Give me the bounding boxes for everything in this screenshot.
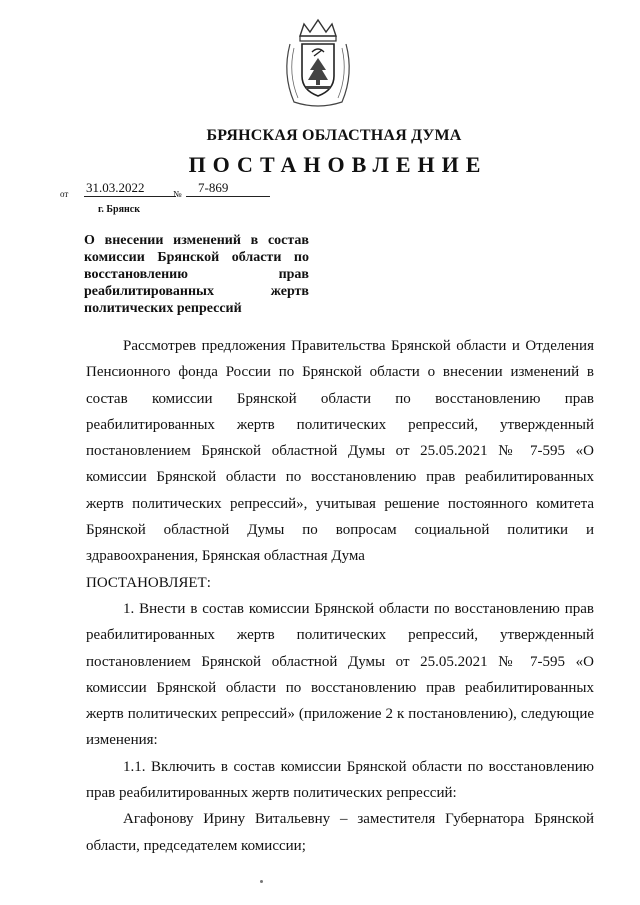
page-speck <box>260 880 263 883</box>
date-label: от <box>60 189 69 199</box>
number-label: № <box>173 189 182 199</box>
document-date: 31.03.2022 <box>84 180 176 197</box>
city: г. Брянск <box>98 204 140 215</box>
document-body <box>86 333 594 859</box>
preamble-paragraph: Рассмотрев предложения Правительства Брянской области и Отделения Пенсионного фонда России по Брянской области о внесении изменений в состав комиссии Брянской области по восстановлению прав реабилитированных жертв политических репрессий, утвержденный постановлением Брянской областной Думы от 25.05.2021 № 7-595 «О комиссии Брянской области по восстановлению прав реабилитированных жертв политических репрессий», учитывая решение постоянного комитета Брянской областной Думы по вопросам социальной политики и здравоохранения, Брянская областная Дума <box>86 338 594 565</box>
document-subject: О внесении изменений в состав комиссии Брянской области по восстановлению прав реабилитированных жертв политических репрессий <box>84 233 309 316</box>
document-type: ПОСТАНОВЛЕНИЕ <box>188 152 488 177</box>
person-paragraph: Агафонову Ирину Витальевну – заместителя Губернатора Брянской области, председателем комиссии; <box>86 811 594 854</box>
document-number: 7-869 <box>186 180 270 197</box>
resolves-heading: ПОСТАНОВЛЯЕТ: <box>86 574 211 591</box>
organization-name: БРЯНСКАЯ ОБЛАСТНАЯ ДУМА <box>206 127 462 144</box>
item-1-1-paragraph: 1.1. Включить в состав комиссии Брянской области по восстановлению прав реабилитированных жертв политических репрессий: <box>86 758 594 802</box>
item-1-paragraph: 1. Внести в состав комиссии Брянской области по восстановлению прав реабилитированных жертв политических репрессий, утвержденный постановлением Брянской областной Думы от 25.05.2021 № 7-595 «О комиссии Брянской области по восстановлению прав реабилитированных жертв политических репрессий» (приложение 2 к постановлению), следующие изменения: <box>86 600 594 749</box>
bryansk-coat-of-arms-icon <box>280 14 356 112</box>
